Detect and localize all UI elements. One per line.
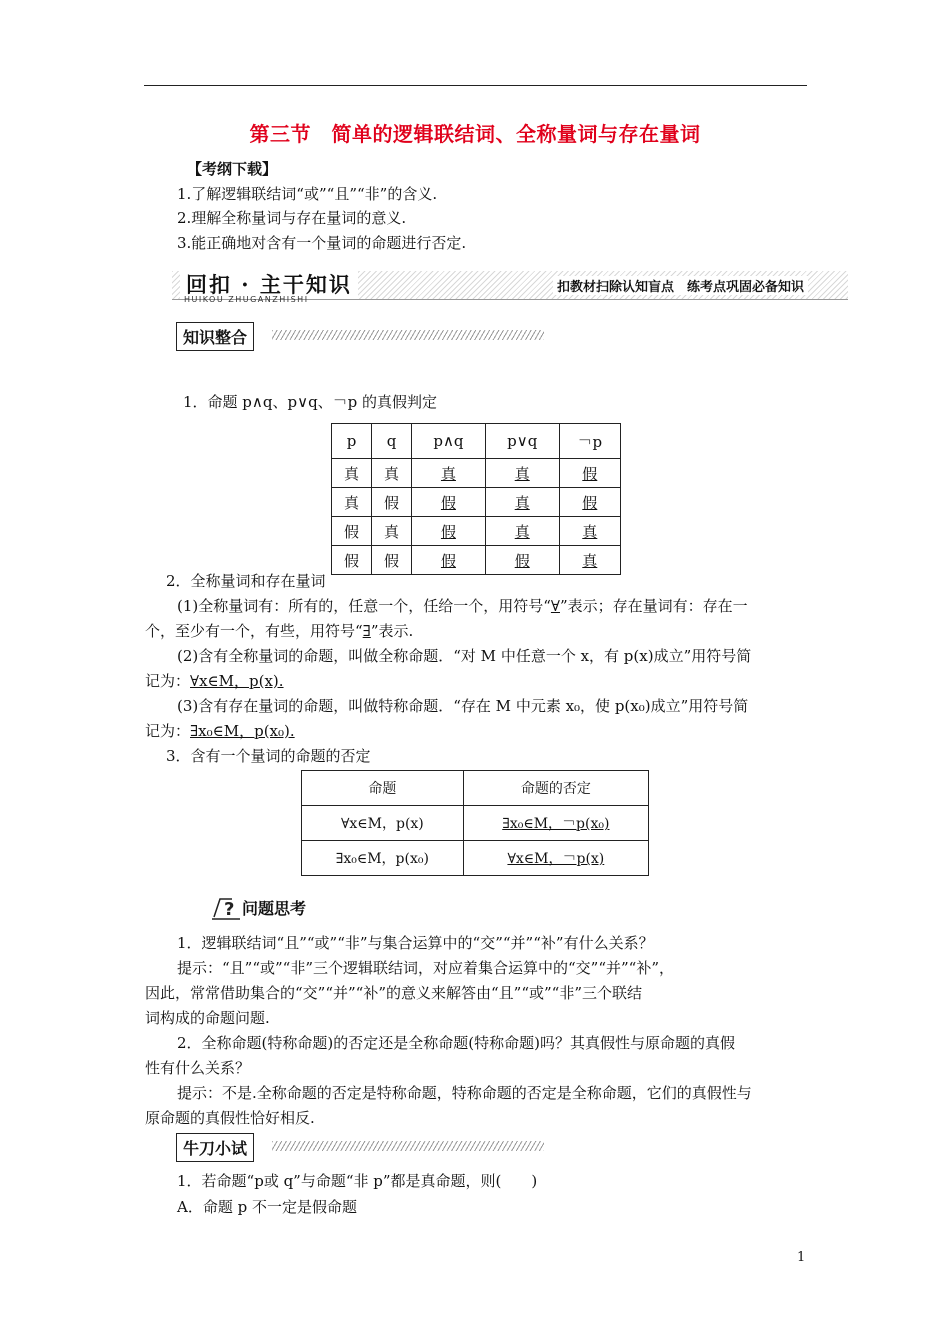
table-row [302, 841, 649, 876]
table-cell: 假 [372, 546, 412, 575]
table-row [332, 488, 621, 517]
table-row [302, 806, 649, 841]
table-cell: 假 [332, 546, 372, 575]
syllabus-item: 1.了解逻辑联结词“或”“且”“非”的含义. [177, 185, 438, 203]
table-cell: 假 [332, 517, 372, 546]
section-banner [172, 271, 848, 303]
table-cell: ∃x₀∈M，p(x₀) [302, 841, 464, 876]
table-cell-answer: 真 [485, 459, 559, 488]
table-cell-answer: 假 [559, 459, 620, 488]
table-cell-answer: 假 [412, 488, 486, 517]
table-row [332, 546, 621, 575]
table-cell-answer: 真 [559, 546, 620, 575]
banner-title: 回扣 · 主干知识 [180, 269, 358, 299]
question: 性有什么关系？ [145, 1059, 251, 1077]
truth-caption: 1．命题 p∧q、p∨q、￢p 的真假判定 [183, 393, 438, 411]
truth-table [331, 423, 621, 575]
page-title: 第三节 简单的逻辑联结词、全称量词与存在量词 [249, 122, 701, 146]
hatch-decoration [272, 1141, 544, 1151]
page-number: 1 [797, 1250, 806, 1265]
answer-symbol: ∃ [362, 622, 371, 640]
negation-table [301, 770, 649, 876]
table-header: 命题 [302, 771, 464, 806]
table-cell-answer: 假 [559, 488, 620, 517]
table-cell: 假 [372, 488, 412, 517]
table-header: p∨q [485, 424, 559, 459]
svg-text:?: ? [224, 899, 235, 920]
text: ”表示. [370, 622, 414, 640]
table-header: ￢p [559, 424, 620, 459]
text: (3)含有存在量词的命题，叫做特称命题．“存在 M 中元素 x₀，使 p(x₀)成立”用符号简 [177, 697, 749, 715]
table-cell: ∀x∈M，p(x) [302, 806, 464, 841]
practice-label-row [176, 1133, 546, 1159]
table-cell-answer: 假 [485, 546, 559, 575]
text: ”表示；存在量词有：存在一 [559, 597, 748, 615]
think-label-row [212, 893, 342, 921]
hatch-decoration [272, 330, 544, 340]
table-cell-answer: 假 [412, 546, 486, 575]
table-cell: 真 [372, 459, 412, 488]
syllabus-item: 2.理解全称量词与存在量词的意义. [177, 209, 407, 227]
table-cell: 真 [332, 459, 372, 488]
think-label: 问题思考 [242, 899, 307, 918]
answer-formula: ∀x∈M，p(x). [190, 672, 284, 690]
text: (1)全称量词有：所有的，任意一个，任给一个，用符号“ [177, 597, 551, 615]
table-row [332, 459, 621, 488]
hint: 提示：不是.全称命题的否定是特称命题，特称命题的否定是全称命题，它们的真假性与 [177, 1084, 752, 1102]
table-cell-answer: 真 [412, 459, 486, 488]
negation-heading: 3．含有一个量词的命题的否定 [166, 747, 371, 765]
knowledge-label-row [176, 322, 546, 348]
knowledge-label: 知识整合 [176, 322, 254, 351]
answer-formula: ∃x₀∈M，p(x₀). [190, 722, 295, 740]
banner-subtitle: 扣教材扫除认知盲点 练考点巩固必备知识 [553, 276, 808, 295]
practice-label: 牛刀小试 [176, 1133, 254, 1162]
practice-option: A．命题 p 不一定是假命题 [177, 1198, 357, 1216]
table-cell-answer: 真 [485, 488, 559, 517]
table-header: q [372, 424, 412, 459]
table-header-row [302, 771, 649, 806]
hint: 词构成的命题问题. [145, 1009, 270, 1027]
answer-symbol: ∀ [550, 597, 560, 615]
hint: 提示：“且”“或”“非”三个逻辑联结词，对应着集合运算中的“交”“并”“补”， [177, 959, 675, 977]
practice-question: 1．若命题“p或 q”与命题“非 p”都是真命题，则( ) [177, 1172, 538, 1190]
table-row [332, 517, 621, 546]
table-cell: 真 [372, 517, 412, 546]
hint: 原命题的真假性恰好相反. [145, 1109, 315, 1127]
text: 记为： [145, 722, 191, 740]
question-icon [212, 895, 240, 921]
table-cell-answer: ∀x∈M，￢p(x) [463, 841, 648, 876]
question: 2．全称命题(特称命题)的否定还是全称命题(特称命题)吗？其真假性与原命题的真假 [177, 1034, 735, 1052]
text: (2)含有全称量词的命题，叫做全称命题．“对 M 中任意一个 x，有 p(x)成立”用符号简 [177, 647, 752, 665]
hint: 因此，常常借助集合的“交”“并”“补”的意义来解答由“且”“或”“非”三个联结 [145, 984, 643, 1002]
table-cell-answer: 真 [559, 517, 620, 546]
syllabus-item: 3.能正确地对含有一个量词的命题进行否定. [177, 234, 467, 252]
table-cell-answer: 真 [485, 517, 559, 546]
question: 1．逻辑联结词“且”“或”“非”与集合运算中的“交”“并”“补”有什么关系？ [177, 934, 654, 952]
syllabus-heading: 【考纲下载】 [187, 160, 278, 178]
table-cell-answer: ∃x₀∈M，￢p(x₀) [463, 806, 648, 841]
text: 个，至少有一个，有些，用符号“ [145, 622, 363, 640]
header-rule [144, 85, 807, 86]
text: 记为： [145, 672, 191, 690]
table-header: 命题的否定 [463, 771, 648, 806]
table-cell-answer: 假 [412, 517, 486, 546]
table-header-row [332, 424, 621, 459]
table-header: p [332, 424, 372, 459]
table-header: p∧q [412, 424, 486, 459]
table-cell: 真 [332, 488, 372, 517]
banner-pinyin: HUIKOU ZHUGANZHISHI [184, 295, 309, 304]
quantifiers-heading: 2．全称量词和存在量词 [166, 572, 326, 590]
